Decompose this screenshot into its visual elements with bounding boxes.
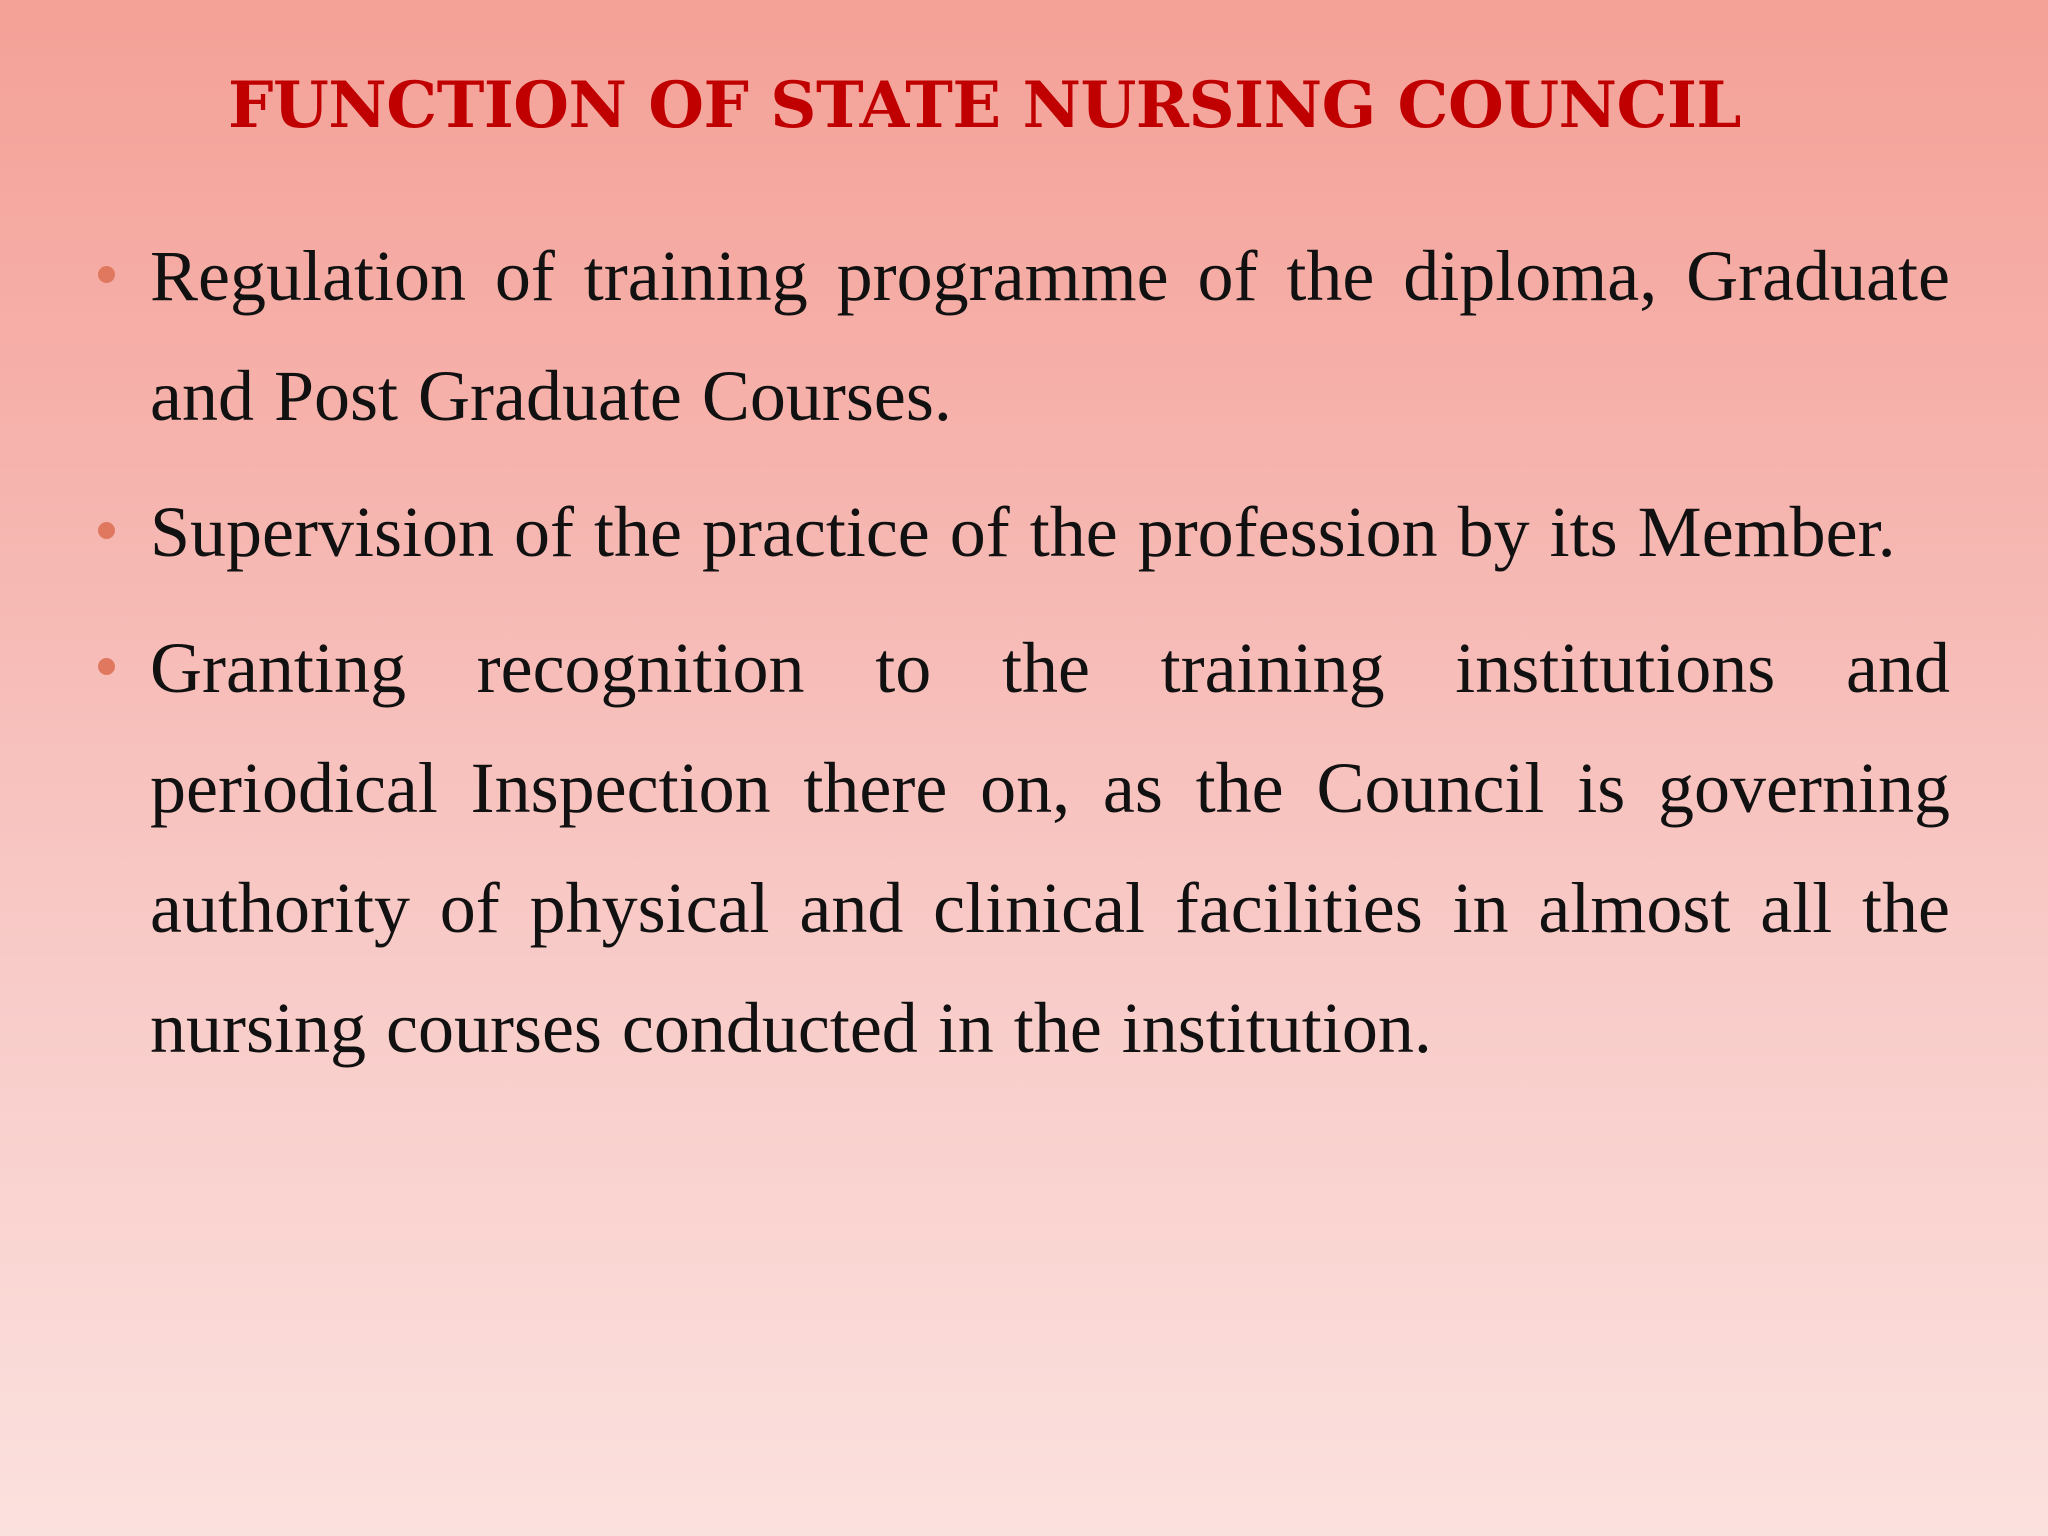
bullet-item: [150, 216, 1950, 456]
slide-title: FUNCTION OF STATE NURSING COUNCIL: [228, 68, 1741, 143]
bullet-text: Supervision of the practice of the profession by its Member.: [150, 492, 1896, 572]
bullet-text: Regulation of training programme of the diploma, Graduate and Post Graduate Courses.: [150, 236, 1950, 436]
bullet-item: [150, 608, 1950, 1088]
bullet-icon: [98, 658, 115, 675]
bullet-icon: [98, 266, 115, 283]
bullet-icon: [98, 522, 115, 539]
bullet-list: [150, 216, 1950, 1104]
bullet-text: Granting recognition to the training institutions and periodical Inspection there on, as the Council is governing authority of physical and clinical facilities in almost all the nursing courses conducted in the institution.: [150, 628, 1950, 1068]
bullet-item: [150, 472, 1950, 592]
